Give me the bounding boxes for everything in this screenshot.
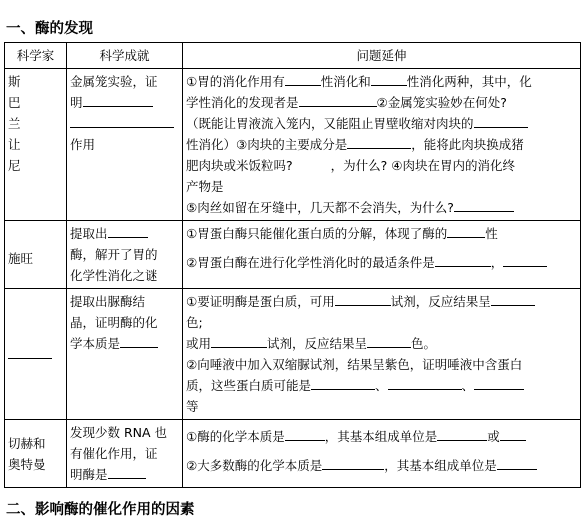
achievement-text: 晶，证明酶的化 xyxy=(70,315,158,330)
question-text: 学性消化的发现者是 xyxy=(186,95,299,110)
table-row xyxy=(5,69,581,221)
question-text: 或用 xyxy=(186,336,212,351)
section1-title: 一、酶的发现 xyxy=(6,21,93,37)
question-text: 、 xyxy=(375,378,388,393)
scientist-cell-blank xyxy=(5,289,67,420)
question-text: ①胃蛋白酶只能催化蛋白质的分解，体现了酶的 xyxy=(186,226,448,241)
table-row xyxy=(5,221,581,289)
fill-blank xyxy=(108,223,148,238)
fill-blank xyxy=(437,426,487,441)
question-text: ，其基本组成单位是 xyxy=(324,429,438,444)
header-extension: 问题延伸 xyxy=(183,43,581,69)
question-text: ①胃的消化作用有 xyxy=(186,74,285,89)
achievement-cell xyxy=(67,221,183,289)
question-text: 质，这些蛋白质可能是 xyxy=(186,378,312,393)
question-text: 性消化和 xyxy=(320,74,371,89)
achievement-text: 发现少数 RNA 也 xyxy=(70,425,168,440)
scientist-char: 斯 xyxy=(8,74,21,89)
achievement-text: 提取出脲酶结 xyxy=(70,294,146,309)
question-text: ， xyxy=(490,255,504,270)
fill-blank xyxy=(311,375,375,390)
question-text: ①要证明酶是蛋白质，可用 xyxy=(186,294,335,309)
question-text: ②胃蛋白酶在进行化学性消化时的最适条件是 xyxy=(186,255,435,270)
scientist-char: 让 xyxy=(8,137,21,152)
achievement-cell xyxy=(67,289,183,420)
achievement-cell xyxy=(67,420,183,488)
scientist-name: 奥特曼 xyxy=(8,456,46,472)
fill-blank xyxy=(388,375,462,390)
question-text: 性消化两种，其中，化 xyxy=(406,74,532,89)
fill-blank xyxy=(491,291,535,306)
question-text: ⑤肉丝如留在牙缝中，几天都不会消失，为什么? xyxy=(186,200,454,215)
fill-blank xyxy=(285,426,325,441)
question-text: 色; xyxy=(186,315,203,330)
question-text: ②向唾液中加入双缩脲试剂，结果呈紫色，证明唾液中含蛋白 xyxy=(186,357,523,372)
achievement-text: 化学性消化之谜 xyxy=(70,268,158,283)
achievement-text: 酶，解开了胃的 xyxy=(70,247,158,262)
question-text: 色。 xyxy=(411,336,437,351)
header-row xyxy=(5,43,581,69)
scientist-char: 兰 xyxy=(8,116,21,131)
achievement-text: 学本质是 xyxy=(70,336,121,351)
question-text: ①酶的化学本质是 xyxy=(186,429,285,444)
fill-blank xyxy=(454,197,514,212)
fill-blank xyxy=(335,291,391,306)
fill-blank xyxy=(497,455,537,470)
scientist-cell-cech-altman xyxy=(5,420,67,488)
scientist-name: 施旺 xyxy=(8,251,34,266)
scientist-cell-schwann xyxy=(5,221,67,289)
achievement-text: 明 xyxy=(70,95,83,110)
question-text: 、 xyxy=(461,378,475,393)
fill-blank xyxy=(108,464,146,479)
fill-blank xyxy=(367,333,411,348)
scientist-char: 巴 xyxy=(8,95,21,110)
question-text: 性 xyxy=(485,226,498,241)
question-text: 试剂，反应结果呈 xyxy=(390,294,491,309)
fill-blank xyxy=(299,92,377,107)
enzyme-discovery-table xyxy=(4,42,581,488)
question-text: 或 xyxy=(487,429,500,444)
fill-blank xyxy=(322,455,384,470)
fill-blank xyxy=(435,252,491,267)
scientist-name: 切赫和 xyxy=(8,435,46,451)
extension-cell xyxy=(183,420,581,488)
header-achievement: 科学成就 xyxy=(67,43,183,69)
question-text: 等 xyxy=(186,399,199,414)
fill-blank xyxy=(83,92,153,107)
fill-blank xyxy=(120,333,158,348)
question-text: ，为什么? ④肉块在胃内的消化终 xyxy=(330,158,515,173)
scientist-char: 尼 xyxy=(8,158,21,173)
question-text: ，其基本组成单位是 xyxy=(384,458,497,473)
section2-title: 二、影响酶的催化作用的因素 xyxy=(6,502,195,518)
question-text: 肥肉块或米饭粒吗? xyxy=(186,158,293,173)
table-row xyxy=(5,420,581,488)
achievement-text: 提取出 xyxy=(70,226,108,241)
question-text: 试剂，反应结果呈 xyxy=(267,336,368,351)
fill-blank xyxy=(503,252,547,267)
fill-blank xyxy=(285,71,321,86)
extension-cell xyxy=(183,221,581,289)
achievement-text: 作用 xyxy=(70,137,96,152)
table-row xyxy=(5,289,581,420)
fill-blank xyxy=(500,426,526,441)
question-text: ②大多数酶的化学本质是 xyxy=(186,458,323,473)
fill-blank xyxy=(474,113,528,128)
header-scientist: 科学家 xyxy=(5,43,67,69)
question-text: 性消化）③肉块的主要成分是 xyxy=(186,137,348,152)
fill-blank xyxy=(211,333,267,348)
extension-cell xyxy=(183,289,581,420)
fill-blank xyxy=(474,375,524,390)
achievement-text: 金属笼实验，证 xyxy=(70,74,158,89)
fill-blank xyxy=(371,71,407,86)
fill-blank xyxy=(447,223,485,238)
extension-cell xyxy=(183,69,581,221)
question-text: ，能将此肉块换成猪 xyxy=(411,137,524,152)
scientist-cell-spallanzani xyxy=(5,69,67,221)
fill-blank xyxy=(347,134,411,149)
achievement-cell xyxy=(67,69,183,221)
question-text: 产物是 xyxy=(186,179,224,194)
achievement-text: 有催化作用，证 xyxy=(70,446,158,461)
achievement-text: 明酶是 xyxy=(70,467,108,482)
question-text: （既能让胃液流入笼内，又能阻止胃壁收缩对肉块的 xyxy=(186,116,474,131)
fill-blank xyxy=(70,113,174,128)
question-text: ②金属笼实验妙在何处? xyxy=(376,95,507,110)
fill-blank xyxy=(8,344,52,359)
